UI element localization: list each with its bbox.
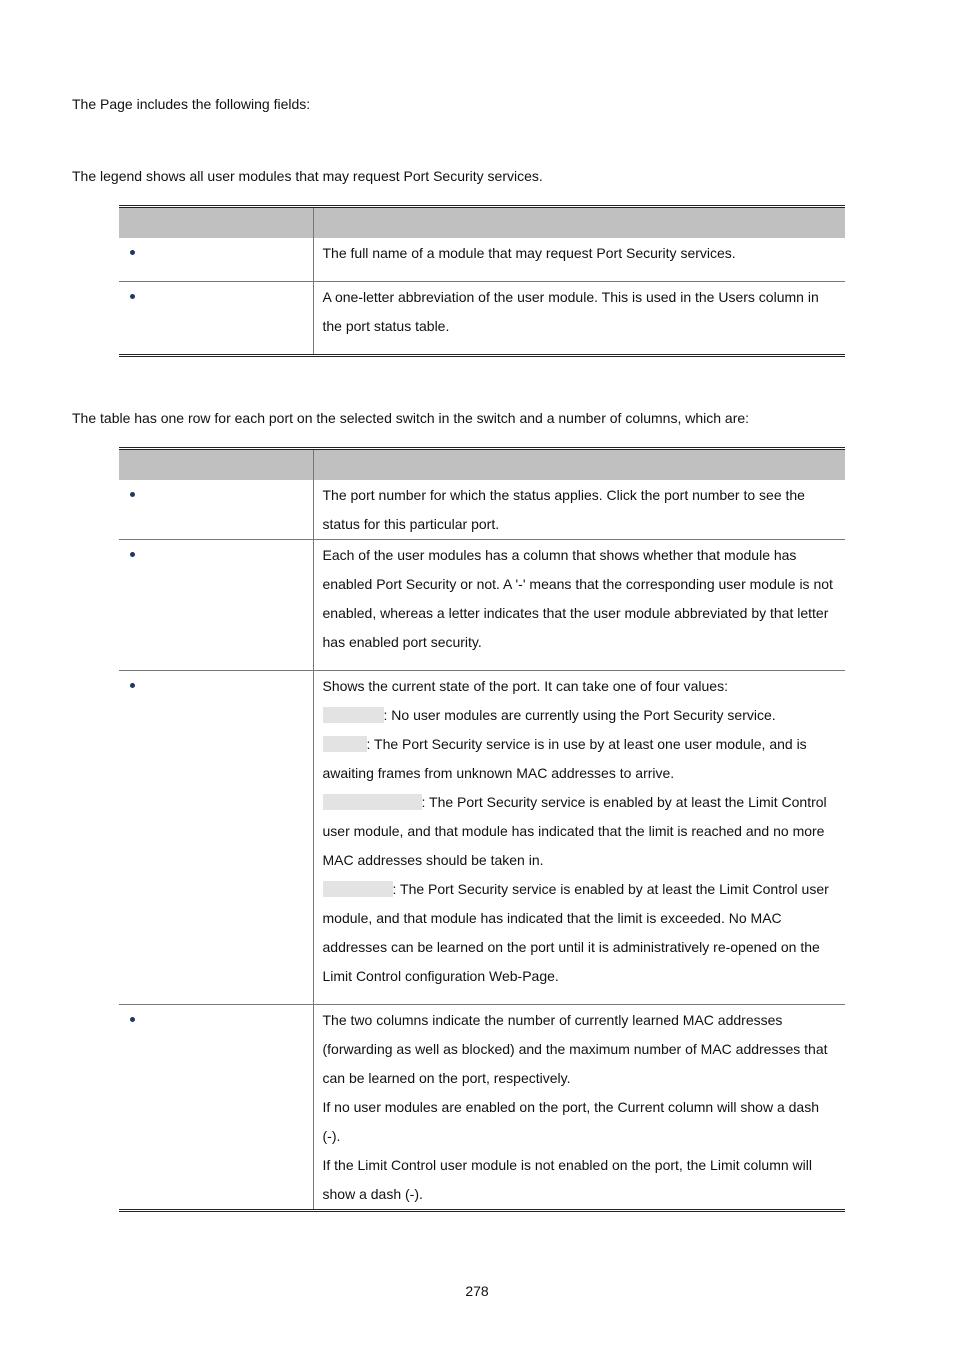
description-cell: The port number for which the status applies. Click the port number to see the status for this particular port. [313, 480, 845, 540]
table-row [119, 480, 845, 540]
legend-header-description [313, 207, 845, 239]
object-cell [119, 540, 313, 671]
intro-text: The Page includes the following fields: [72, 96, 311, 112]
description-cell [313, 671, 845, 1005]
legend-table [119, 205, 845, 357]
status-table [119, 447, 845, 1212]
object-cell [119, 282, 313, 356]
object-cell [119, 238, 313, 282]
bullet-icon [130, 683, 135, 688]
state-value-ready: : The Port Security service is in use by at least one user module, and is awaiting frames from unknown MAC addresses to arrive. [322, 736, 807, 781]
table-row [119, 1005, 845, 1211]
description-cell: Each of the user modules has a column that shows whether that module has enabled Port Security or not. A '-' means that the corresponding user module is not enabled, whereas a letter indicates that the user module abbreviated by that letter has enabled port security. [313, 540, 845, 671]
state-name-highlight [323, 736, 367, 752]
state-name-highlight [323, 707, 384, 723]
state-name-highlight [323, 794, 422, 810]
bullet-icon [130, 294, 135, 299]
mac-count-line: The two columns indicate the number of currently learned MAC addresses (forwarding as well as blocked) and the maximum number of MAC addresses that can be learned on the port, respectively. [322, 1012, 828, 1086]
state-value-limit-reached: : The Port Security service is enabled by at least the Limit Control user module, and that module has indicated that the limit is reached and no more MAC addresses should be taken in. [322, 794, 827, 868]
page-number: 278 [465, 1283, 489, 1299]
table-row [119, 540, 845, 671]
object-cell [119, 480, 313, 540]
legend-header-object [119, 207, 313, 239]
state-value-no-users: : No user modules are currently using the Port Security service. [323, 701, 838, 730]
bullet-icon [130, 1017, 135, 1022]
legend-intro-text: The legend shows all user modules that may request Port Security services. [72, 168, 543, 184]
table-row [119, 238, 845, 282]
description-cell [313, 1005, 845, 1211]
object-cell [119, 671, 313, 1005]
table-row [119, 282, 845, 356]
description-cell: A one-letter abbreviation of the user module. This is used in the Users column in the port status table. [313, 282, 845, 356]
bullet-icon [130, 492, 135, 497]
state-value-shutdown: : The Port Security service is enabled by at least the Limit Control user module, and that module has indicated that the limit is exceeded. No MAC addresses can be learned on the port until it is administratively re-opened on the Limit Control configuration Web-Page. [322, 881, 829, 984]
status-header-object [119, 449, 313, 481]
state-intro-line: Shows the current state of the port. It can take one of four values: [322, 678, 728, 694]
description-cell: The full name of a module that may request Port Security services. [313, 238, 845, 282]
status-intro-text: The table has one row for each port on the selected switch in the switch and a number of columns, which are: [72, 410, 750, 426]
bullet-icon [130, 250, 135, 255]
mac-count-line: If the Limit Control user module is not enabled on the port, the Limit column will show a dash (-). [322, 1157, 812, 1202]
table-row [119, 671, 845, 1005]
object-cell [119, 1005, 313, 1211]
bullet-icon [130, 552, 135, 557]
state-name-highlight [323, 881, 393, 897]
mac-count-line: If no user modules are enabled on the port, the Current column will show a dash (-). [322, 1099, 820, 1144]
status-header-description [313, 449, 845, 481]
